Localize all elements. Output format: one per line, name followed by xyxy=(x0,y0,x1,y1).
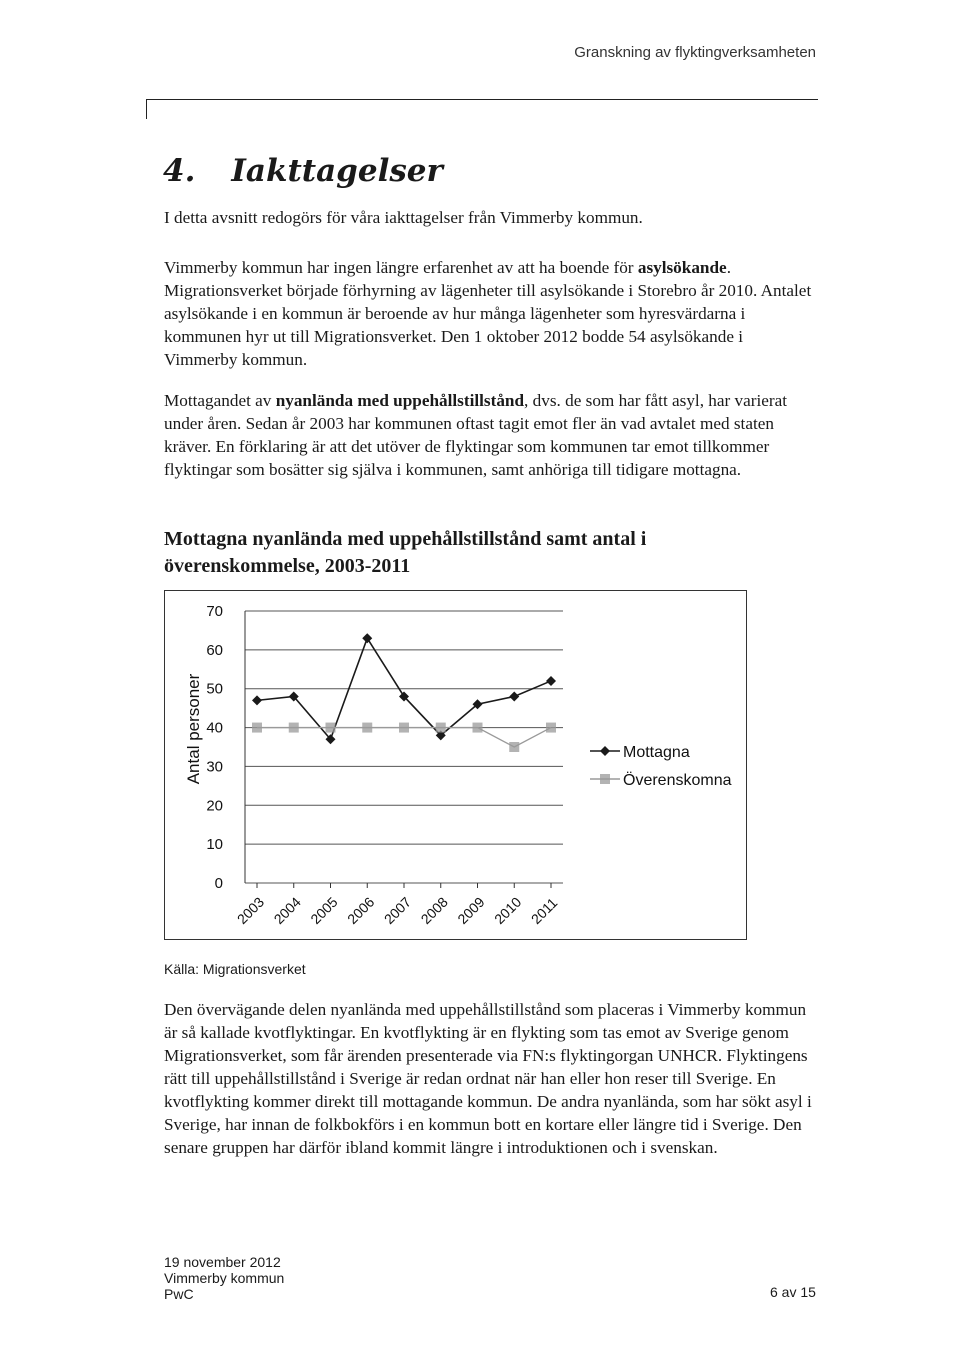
newcomers-text-c: , dvs. de som har fått asyl, har varierat under åren. Sedan år 2003 har kommunen oftast tagit emot fler än vad avtalet med staten kräver. En förklaring är att det utöver de flyktingar som kommunen tar emot tillkommer flyktingar som bosätter sig själva i kommunen, samt anhöriga till tidigare mottagna. xyxy=(164,391,788,479)
data-point-overenskomna xyxy=(362,723,372,733)
newcomers-keyword: nyanlända med uppehållstillstånd xyxy=(275,391,525,410)
header-rule xyxy=(146,99,818,100)
asylum-keyword: asylsökande xyxy=(637,258,727,277)
asylum-text-c: . Migrationsverket började förhyrning av lägenheter till asylsökande i Storebro år 2010. Antalet asylsökande i en kommun är beroende av hur många lägenheter som hyresvärdarna i kommunen hyr ut till Migrationsverket. Den 1 oktober 2012 bodde 54 asylsökande i Vimmerby kommun. xyxy=(164,258,812,369)
asylum-text xyxy=(164,256,814,371)
asylum-text-a: Vimmerby kommun har ingen längre erfarenhet av att ha boende för xyxy=(164,258,638,277)
newcomers-paragraph xyxy=(164,389,814,481)
x-tick-label: 2007 xyxy=(380,893,415,928)
x-tick-label: 2006 xyxy=(344,893,378,928)
figure-caption: Mottagna nyanlända med uppehållstillstånd samt antal i överenskommelse, 2003-2011 xyxy=(164,528,647,577)
section-number: 4. xyxy=(163,153,196,189)
data-point-overenskomna xyxy=(252,723,262,733)
newcomers-text xyxy=(164,389,814,481)
x-tick-label: 2010 xyxy=(491,893,525,928)
data-point-overenskomna xyxy=(546,723,556,733)
data-point-overenskomna xyxy=(326,723,336,733)
x-tick-label: 2003 xyxy=(233,893,268,928)
header-rule-tick xyxy=(146,99,147,119)
footer-block xyxy=(164,1254,284,1302)
quota-paragraph xyxy=(164,998,814,1159)
running-header: Granskning av flyktingverksamheten xyxy=(574,44,816,61)
x-tick-label: 2009 xyxy=(454,893,488,928)
y-tick-label: 50 xyxy=(206,680,223,698)
y-tick-label: 0 xyxy=(214,875,223,892)
data-point-overenskomna xyxy=(509,742,519,752)
x-tick-label: 2005 xyxy=(307,893,341,928)
intro-paragraph xyxy=(164,206,804,229)
data-point-overenskomna xyxy=(289,723,299,733)
data-point-mottagna xyxy=(362,633,372,643)
y-tick-label: 30 xyxy=(206,758,223,776)
x-tick-label: 2008 xyxy=(417,893,451,928)
x-tick-label: 2011 xyxy=(527,894,561,928)
section-title: Iakttagelser xyxy=(231,153,443,189)
y-tick-label: 20 xyxy=(206,797,223,815)
footer-date: 19 november 2012 xyxy=(164,1254,281,1270)
footer-org: Vimmerby kommun xyxy=(164,1270,285,1286)
asylum-paragraph xyxy=(164,256,814,371)
chart-frame xyxy=(164,590,747,940)
x-tick-label: 2004 xyxy=(270,893,304,928)
legend-marker xyxy=(600,774,610,784)
section-heading xyxy=(163,153,443,189)
intro-text: I detta avsnitt redogörs för våra iakttagelser från Vimmerby kommun. xyxy=(164,208,643,227)
data-point-mottagna xyxy=(252,695,262,705)
y-tick-label: 10 xyxy=(206,836,223,854)
data-point-overenskomna xyxy=(436,723,446,733)
newcomers-text-a: Mottagandet av xyxy=(164,391,276,410)
data-point-overenskomna xyxy=(399,723,409,733)
y-axis-label: Antal personer xyxy=(184,673,203,785)
quota-text: Den övervägande delen nyanlända med uppehållstillstånd som placeras i Vimmerby kommun är så kallade kvotflyktingar. En kvotflykting är en flykting som tas emot av Sverige genom Migrationsverket, som får ärenden presenterade via FN:s flyktingorgan UNHCR. Flyktingens rätt till uppehållstillstånd i Sverige är redan ordnat när han eller hon reser till Sverige. En kvotflykting kommer direkt till mottagande kommun. De andra nyanlända, som har sökt asyl i Sverige, har innan de folkbokförs i en kommun bott en kortare eller längre tid i Sverige. Den senare gruppen har därför ibland kommit längre i introduktionen och i svenskan. xyxy=(164,1000,812,1157)
data-point-mottagna xyxy=(546,676,556,686)
footer-firm: PwC xyxy=(164,1286,194,1302)
legend-label: Mottagna xyxy=(623,744,690,761)
data-point-mottagna xyxy=(509,691,519,701)
page-number: 6 av 15 xyxy=(770,1284,816,1300)
legend-label: Överenskomna xyxy=(623,772,732,789)
figure-source: Källa: Migrationsverket xyxy=(164,961,306,977)
line-chart xyxy=(165,591,746,939)
y-tick-label: 40 xyxy=(206,719,223,737)
legend-marker xyxy=(600,746,610,756)
data-point-overenskomna xyxy=(473,723,483,733)
y-tick-label: 60 xyxy=(206,641,223,659)
y-tick-label: 70 xyxy=(206,603,223,620)
